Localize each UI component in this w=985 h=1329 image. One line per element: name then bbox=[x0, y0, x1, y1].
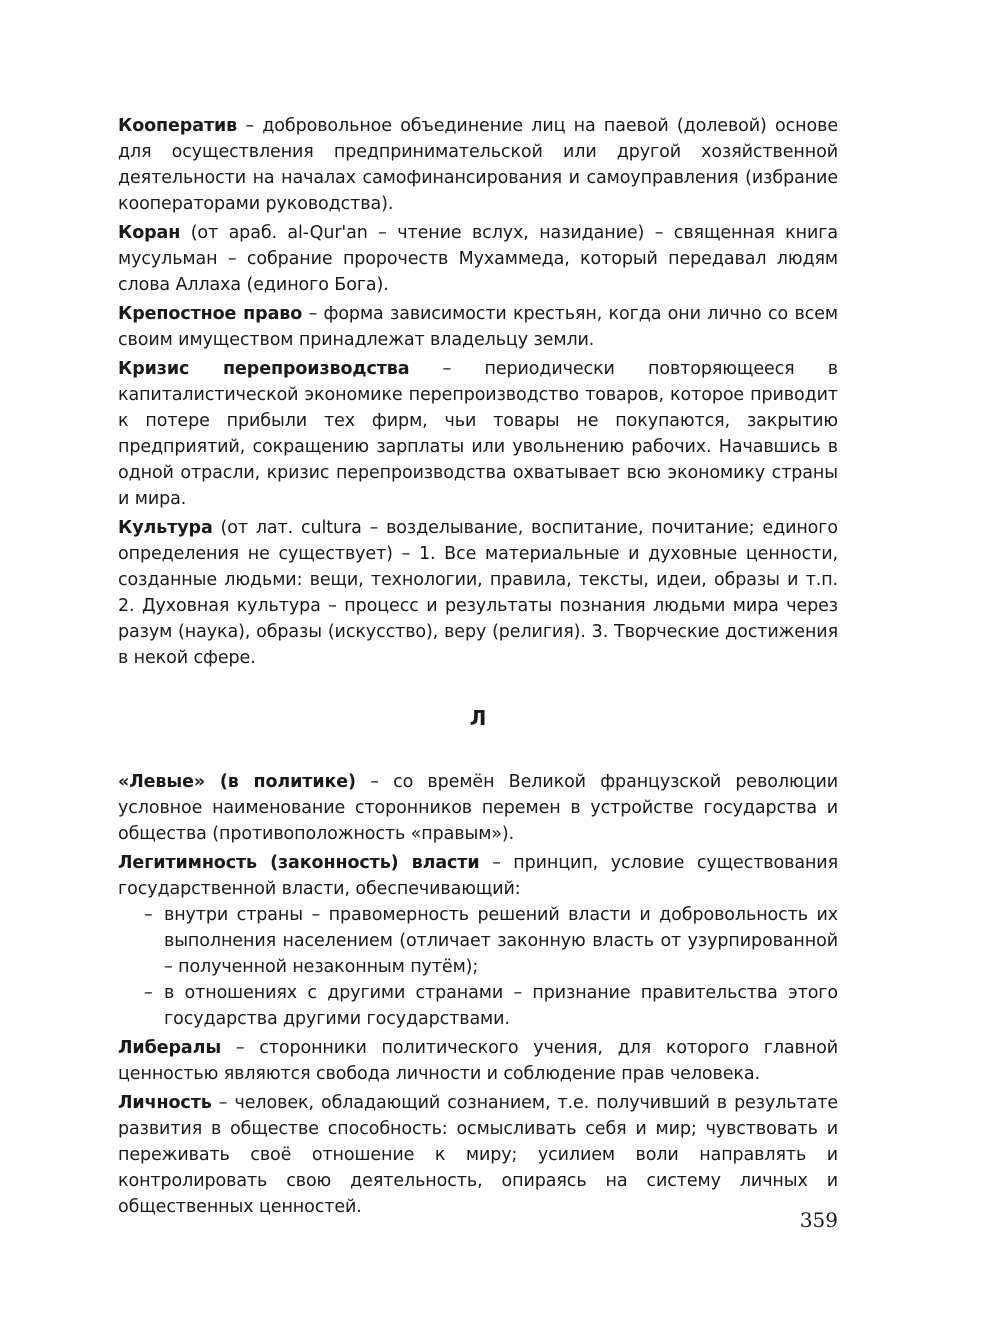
bullet-text-foreign-relations: в отношениях с другими странами – признание правительства этого государства другими государствами. bbox=[164, 983, 838, 1029]
entry-kultura bbox=[118, 515, 838, 671]
entry-legitimnost bbox=[118, 850, 838, 902]
definition-krepostnoe-pravo: – форма зависимости крестьян, когда они лично со всем своим имуществом принадлежат владельцу земли. bbox=[118, 304, 838, 350]
definition-kooperativ: – добровольное объединение лиц на паевой (долевой) основе для осуществления предпринимательской или другой хозяйственной деятельности на началах самофинансирования и самоуправления (избрание кооператорами руководства). bbox=[118, 116, 838, 214]
term-krizis: Кризис перепроизводства bbox=[118, 359, 410, 379]
entry-levye bbox=[118, 769, 838, 847]
definition-levye: – со времён Великой французской революции условное наименование сторонников перемен в устройстве государства и общества (противоположность «правым»). bbox=[118, 772, 838, 844]
entry-krepostnoe-pravo bbox=[118, 301, 838, 353]
page-number: 359 bbox=[799, 1208, 838, 1232]
definition-lichnost: – человек, обладающий сознанием, т.е. получивший в результате развития в обществе способность: осмысливать себя и мир; чувствовать и переживать своё отношение к миру; усилием воли направлять и контролировать свою деятельность, опираясь на систему личных и общественных ценностей. bbox=[118, 1093, 838, 1217]
term-levye: «Левые» (в политике) bbox=[118, 772, 356, 792]
dash-bullet: – bbox=[144, 983, 153, 1003]
term-kultura: Культура bbox=[118, 518, 213, 538]
entry-liberaly bbox=[118, 1035, 838, 1087]
term-kooperativ: Кооператив bbox=[118, 116, 238, 136]
bullet-text-inside-country: внутри страны – правомерность решений власти и добровольность их выполнения населением (отличает законную власть от узурпированной – полученной незаконным путём); bbox=[164, 905, 838, 977]
list-item bbox=[118, 980, 838, 1032]
definition-krizis: – периодически повторяющееся в капиталистической экономике перепроизводство товаров, которое приводит к потере прибыли тех фирм, чьи товары не покупаются, закрытию предприятий, сокращению зарплаты или увольнению рабочих. Начавшись в одной отрасли, кризис перепроизводства охватывает всю экономику страны и мира. bbox=[118, 359, 838, 509]
term-krepostnoe-pravo: Крепостное право bbox=[118, 304, 303, 324]
definition-liberaly: – сторонники политического учения, для которого главной ценностью являются свобода личности и соблюдение прав человека. bbox=[118, 1038, 838, 1084]
definition-kultura: (от лат. cultura – возделывание, воспитание, почитание; единого определения не существует) – 1. Все материальные и духовные ценности, созданные людьми: вещи, технологии, правила, тексты, идеи, образы и т.п. 2. Духовная культура – процесс и результаты познания людьми мира через разум (наука), образы (искусство), веру (религия). 3. Творческие достижения в некой сфере. bbox=[118, 518, 838, 668]
term-lichnost: Личность bbox=[118, 1093, 212, 1113]
dash-bullet: – bbox=[144, 905, 153, 925]
entry-krizis bbox=[118, 356, 838, 512]
term-koran: Коран bbox=[118, 223, 181, 243]
section-letter: Л bbox=[469, 706, 487, 730]
entry-lichnost bbox=[118, 1090, 838, 1220]
list-item bbox=[118, 902, 838, 980]
term-legitimnost: Легитимность (законность) власти bbox=[118, 853, 480, 873]
definition-koran: (от араб. al-Qur'an – чтение вслух, назидание) – священная книга мусульман – собрание пророчеств Мухаммеда, который передавал людям слова Аллаха (единого Бога). bbox=[118, 223, 838, 295]
glossary-column bbox=[118, 113, 838, 1223]
term-liberaly: Либералы bbox=[118, 1038, 222, 1058]
entry-koran bbox=[118, 220, 838, 298]
entry-kooperativ bbox=[118, 113, 838, 217]
definition-legitimnost: – принцип, условие существования государственной власти, обеспечивающий: bbox=[118, 853, 839, 899]
